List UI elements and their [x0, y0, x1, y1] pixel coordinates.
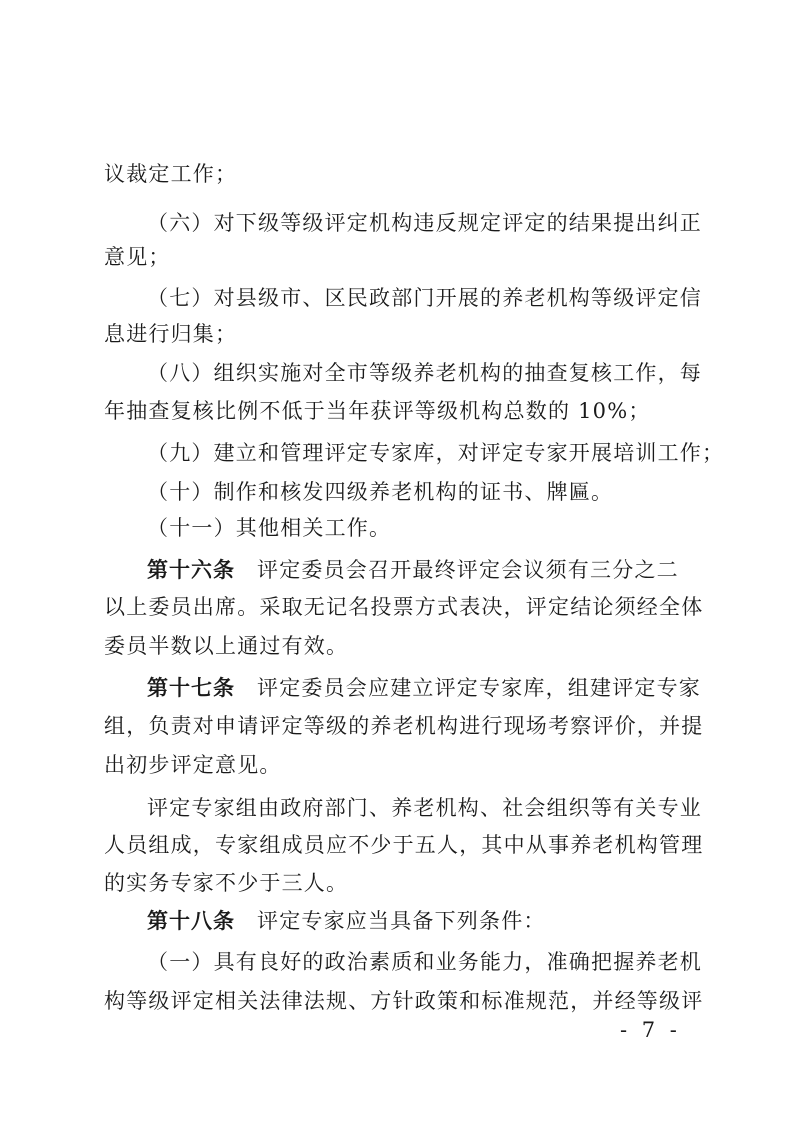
article-16-line — [0, 556, 791, 584]
text-line: 委员半数以上通过有效。 — [104, 634, 349, 658]
text-line: 以上委员出席。采取无记名投票方式表决，评定结论须经全体 — [104, 595, 704, 619]
text-fragment: 评定专家应当具备下列条件： — [257, 909, 546, 933]
text-line: （七）对县级市、区民政部门开展的养老机构等级评定信 — [147, 286, 702, 310]
text-line: 年抽查复核比例不低于当年获评等级机构总数的 10%； — [104, 399, 651, 423]
article-18-line — [0, 907, 791, 935]
article-16-heading: 第十六条 — [147, 558, 235, 582]
text-line: （十）制作和核发四级养老机构的证书、牌匾。 — [147, 480, 614, 504]
text-line: 人员组成，专家组成员应不少于五人，其中从事养老机构管理 — [104, 833, 704, 857]
article-17-line — [0, 674, 791, 702]
text-line: 构等级评定相关法律法规、方针政策和标准规范，并经等级评 — [104, 989, 704, 1013]
page-number: - 7 - — [620, 1018, 681, 1042]
text-line: 组，负责对申请评定等级的养老机构进行现场考察评价，并提 — [104, 714, 704, 738]
article-18-heading: 第十八条 — [147, 909, 235, 933]
text-line: （九）建立和管理评定专家库，对评定专家开展培训工作； — [147, 441, 725, 465]
article-17-heading: 第十七条 — [147, 676, 235, 700]
text-line: 议裁定工作； — [104, 162, 238, 186]
text-line: 的实务专家不少于三人。 — [104, 871, 349, 895]
text-line: 评定专家组由政府部门、养老机构、社会组织等有关专业 — [147, 796, 702, 820]
text-line: 意见； — [104, 245, 171, 269]
text-fragment: 评定委员会召开最终评定会议须有三分之二 — [257, 558, 679, 582]
text-line: （一）具有良好的政治素质和业务能力，准确把握养老机 — [147, 950, 702, 974]
text-fragment: 评定委员会应建立评定专家库，组建评定专家 — [257, 676, 701, 700]
text-line: 息进行归集； — [104, 322, 238, 346]
text-line: 出初步评定意见。 — [104, 753, 282, 777]
text-line: （六）对下级等级评定机构违反规定评定的结果提出纠正 — [147, 211, 702, 235]
text-line: （八）组织实施对全市等级养老机构的抽查复核工作，每 — [147, 361, 702, 385]
text-line: （十一）其他相关工作。 — [147, 516, 392, 540]
